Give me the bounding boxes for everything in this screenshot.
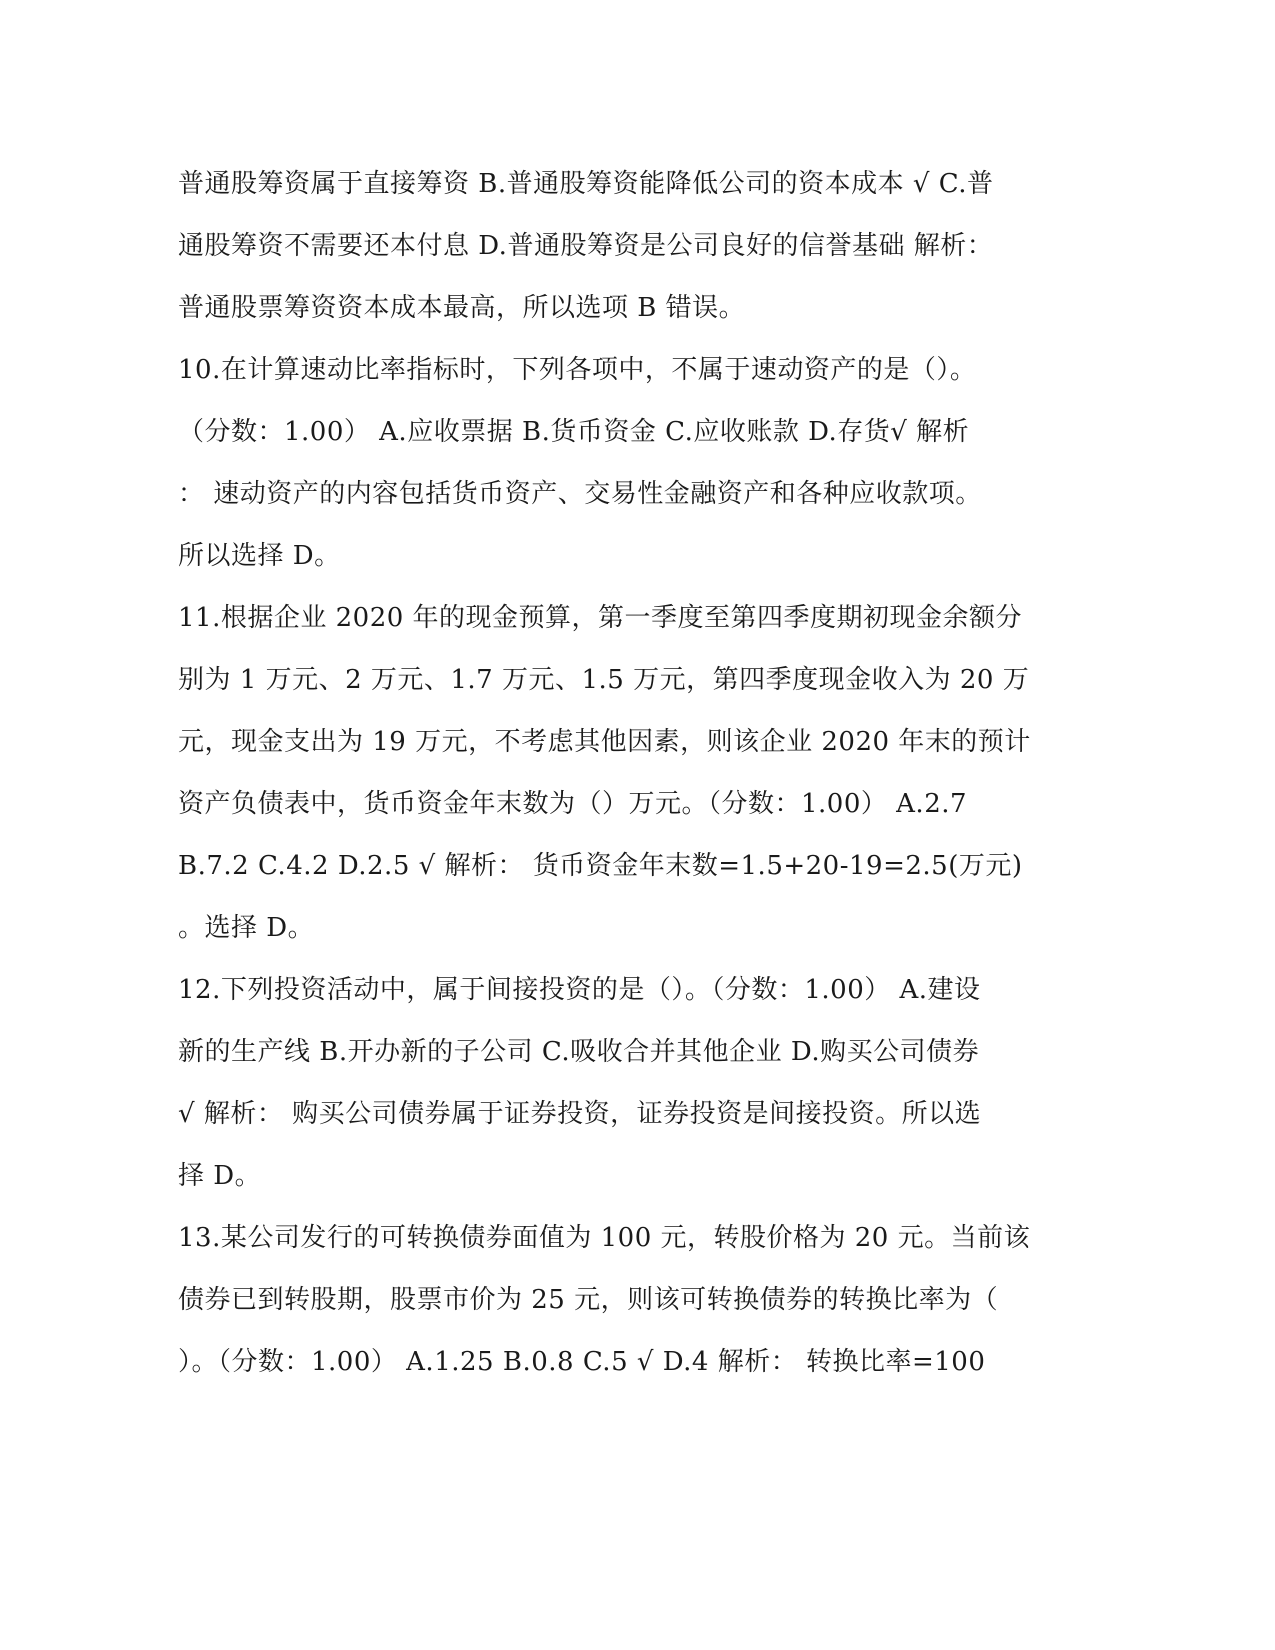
text-line: ： 速动资产的内容包括货币资产、交易性金融资产和各种应收款项。 [178,479,982,509]
question-10-line: 10.在计算速动比率指标时，下列各项中，不属于速动资产的是（）。 [178,355,977,385]
text-line: B.7.2 C.4.2 D.2.5 √ 解析： 货币资金年末数=1.5+20-19=2.5(万元) [178,851,1023,881]
document-body [178,153,1058,1393]
text-line: 新的生产线 B.开办新的子公司 C.吸收合并其他企业 D.购买公司债券 [178,1037,980,1067]
text-line: ）。（分数：1.00） A.1.25 B.0.8 C.5 √ D.4 解析： 转换比率=100 [178,1347,986,1377]
text-line: 普通股筹资属于直接筹资 B.普通股筹资能降低公司的资本成本 √ C.普 [178,169,994,199]
text-line: 所以选择 D。 [178,541,341,571]
text-line: 资产负债表中，货币资金年末数为（）万元。（分数：1.00） A.2.7 [178,789,968,819]
text-line: 择 D。 [178,1161,262,1191]
text-line: 通股筹资不需要还本付息 D.普通股筹资是公司良好的信誉基础 解析： [178,231,994,261]
question-12-line: 12.下列投资活动中，属于间接投资的是（）。（分数：1.00） A.建设 [178,975,981,1005]
text-line: 债券已到转股期，股票市价为 25 元，则该可转换债券的转换比率为（ [178,1285,999,1315]
text-line: √ 解析： 购买公司债券属于证券投资，证券投资是间接投资。所以选 [178,1099,982,1129]
text-line: 元，现金支出为 19 万元，不考虑其他因素，则该企业 2020 年末的预计 [178,727,1031,757]
text-line: （分数：1.00） A.应收票据 B.货币资金 C.应收账款 D.存货√ 解析 [178,417,970,447]
text-line: 普通股票筹资资本成本最高，所以选项 B 错误。 [178,293,746,323]
question-13-line: 13.某公司发行的可转换债券面值为 100 元，转股价格为 20 元。当前该 [178,1223,1031,1253]
text-line: 别为 1 万元、2 万元、1.7 万元、1.5 万元，第四季度现金收入为 20 万 [178,665,1030,695]
text-line: 。选择 D。 [178,913,315,943]
question-11-line: 11.根据企业 2020 年的现金预算，第一季度至第四季度期初现金余额分 [178,603,1023,633]
